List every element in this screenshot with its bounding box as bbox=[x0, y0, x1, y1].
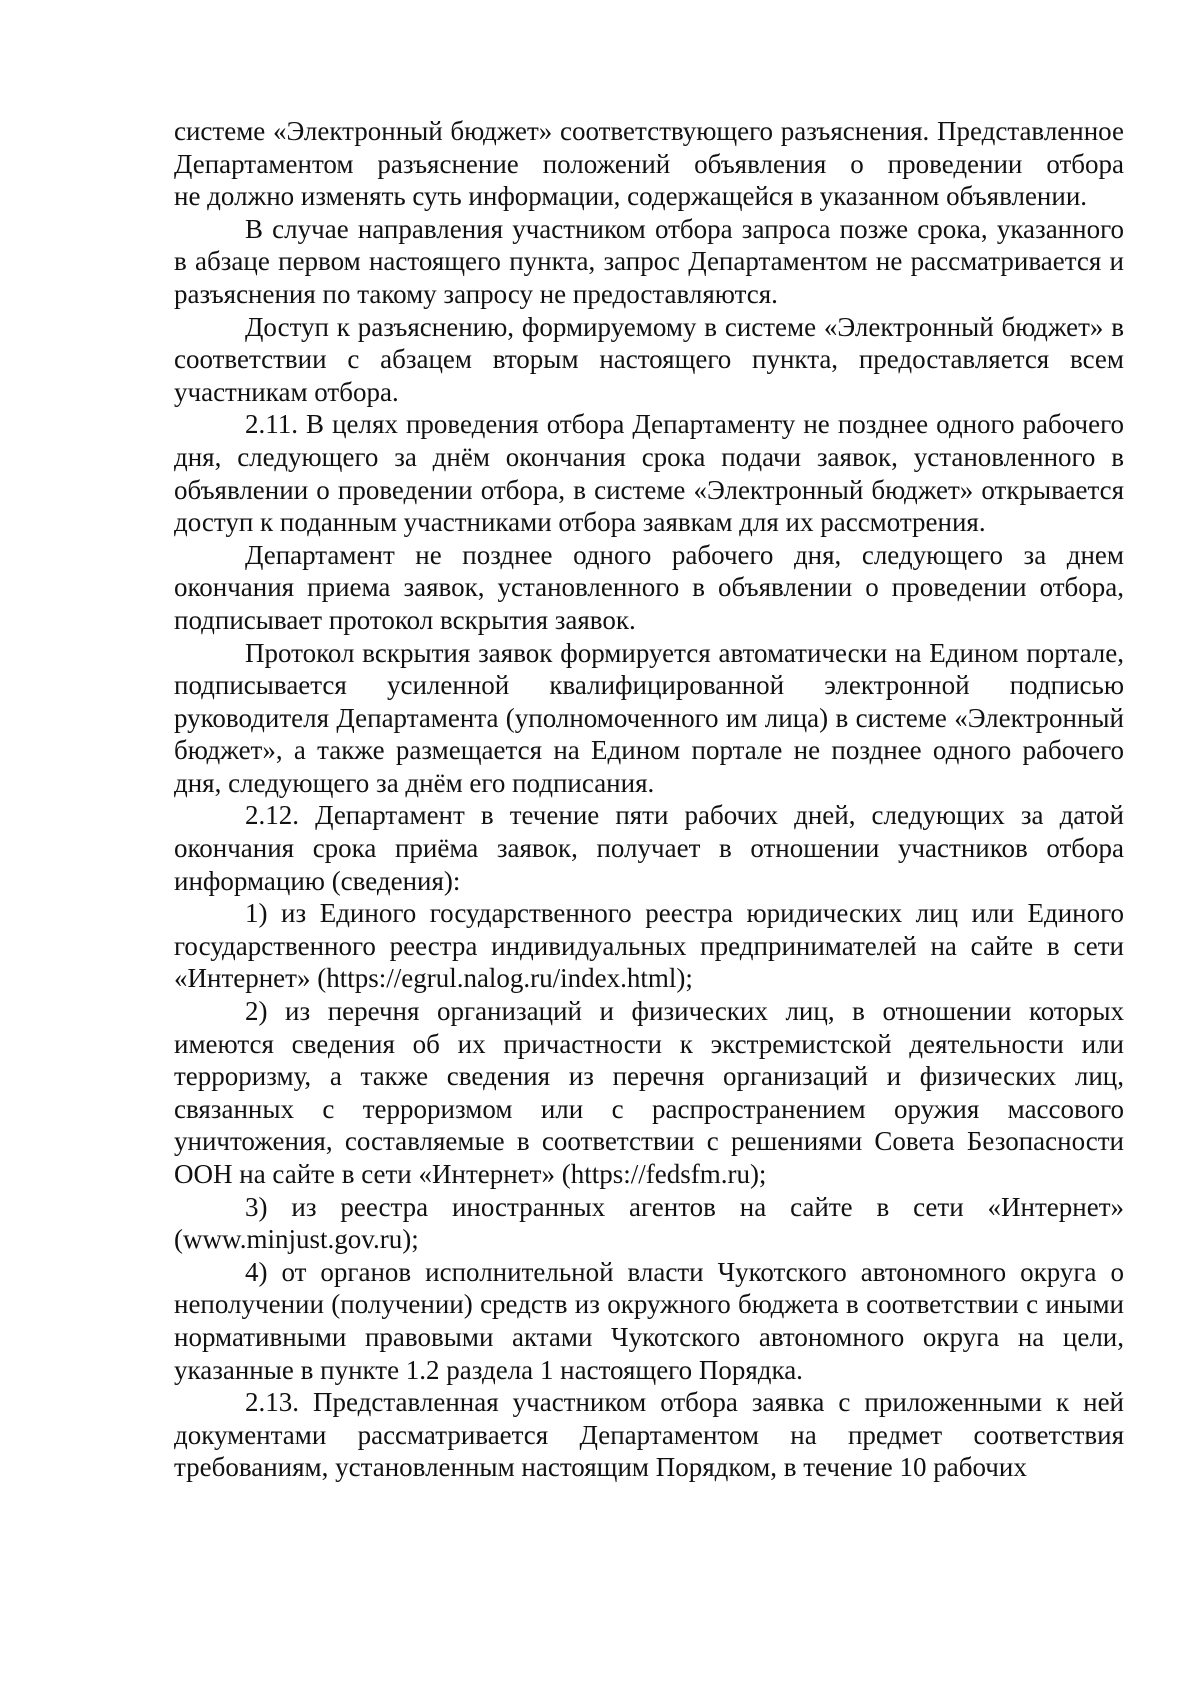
paragraph-2-11: 2.11. В целях проведения отбора Департаменту не позднее одного рабочего дня, следующего за днём окончания срока подачи заявок, установленного в объявлении о проведении отбора, в системе «Электронный бюджет» открывается доступ к поданным участниками отбора заявкам для их рассмотрения. bbox=[174, 409, 1124, 538]
paragraph: В случае направления участником отбора запроса позже срока, указанного в абзаце первом настоящего пункта, запрос Департаментом не рассматривается и разъяснения по такому запросу не предоставляются. bbox=[174, 213, 1124, 309]
paragraph-continuation-end: не должно изменять суть информации, содержащейся в указанном объявлении. bbox=[174, 181, 1088, 212]
list-item-2: 2) из перечня организаций и физических лиц, в отношении которых имеются сведения об их причастности к экстремистской деятельности или терроризму, а также сведения из перечня организаций и физических лиц, связанных с терроризмом или с распространением оружия массового уничтожения, составляемые в соответствии с решениями Совета Безопасности ООН на сайте в сети «Интернет» (https://fedsfm.ru); bbox=[174, 996, 1124, 1189]
paragraph-continuation: системе «Электронный бюджет» соответствующего разъяснения. Представленное Департаментом разъяснение положений объявления о проведении отбора bbox=[174, 116, 1124, 179]
list-item-4: 4) от органов исполнительной власти Чукотского автономного округа о неполучении (получении) средств из окружного бюджета в соответствии с иными нормативными правовыми актами Чукотского автономного округа на цели, указанные в пункте 1.2 раздела 1 настоящего Порядка. bbox=[174, 1256, 1124, 1385]
document-page bbox=[174, 115, 1124, 1484]
paragraph: Доступ к разъяснению, формируемому в системе «Электронный бюджет» в соответствии с абзацем вторым настоящего пункта, предоставляется всем участникам отбора. bbox=[174, 311, 1124, 407]
paragraph: Департамент не позднее одного рабочего дня, следующего за днем окончания приема заявок, установленного в объявлении о проведении отбора, подписывает протокол вскрытия заявок. bbox=[174, 539, 1124, 635]
list-item-1: 1) из Единого государственного реестра юридических лиц или Единого государственного реестра индивидуальных предпринимателей на сайте в сети «Интернет» (https://egrul.nalog.ru/index.html); bbox=[174, 898, 1124, 994]
paragraph: Протокол вскрытия заявок формируется автоматически на Едином портале, подписывается усиленной квалифицированной электронной подписью руководителя Департамента (уполномоченного им лица) в системе «Электронный бюджет», а также размещается на Едином портале не позднее одного рабочего дня, следующего за днём его подписания. bbox=[174, 637, 1124, 798]
paragraph-2-13: 2.13. Представленная участником отбора заявка с приложенными к ней документами рассматривается Департаментом на предмет соответствия требованиям, установленным настоящим Порядком, в течение 10 рабочих bbox=[174, 1387, 1124, 1483]
list-item-3: 3) из реестра иностранных агентов на сайте в сети «Интернет» (www.minjust.gov.ru); bbox=[174, 1191, 1124, 1255]
paragraph-2-12: 2.12. Департамент в течение пяти рабочих дней, следующих за датой окончания срока приёма заявок, получает в отношении участников отбора информацию (сведения): bbox=[174, 800, 1124, 896]
